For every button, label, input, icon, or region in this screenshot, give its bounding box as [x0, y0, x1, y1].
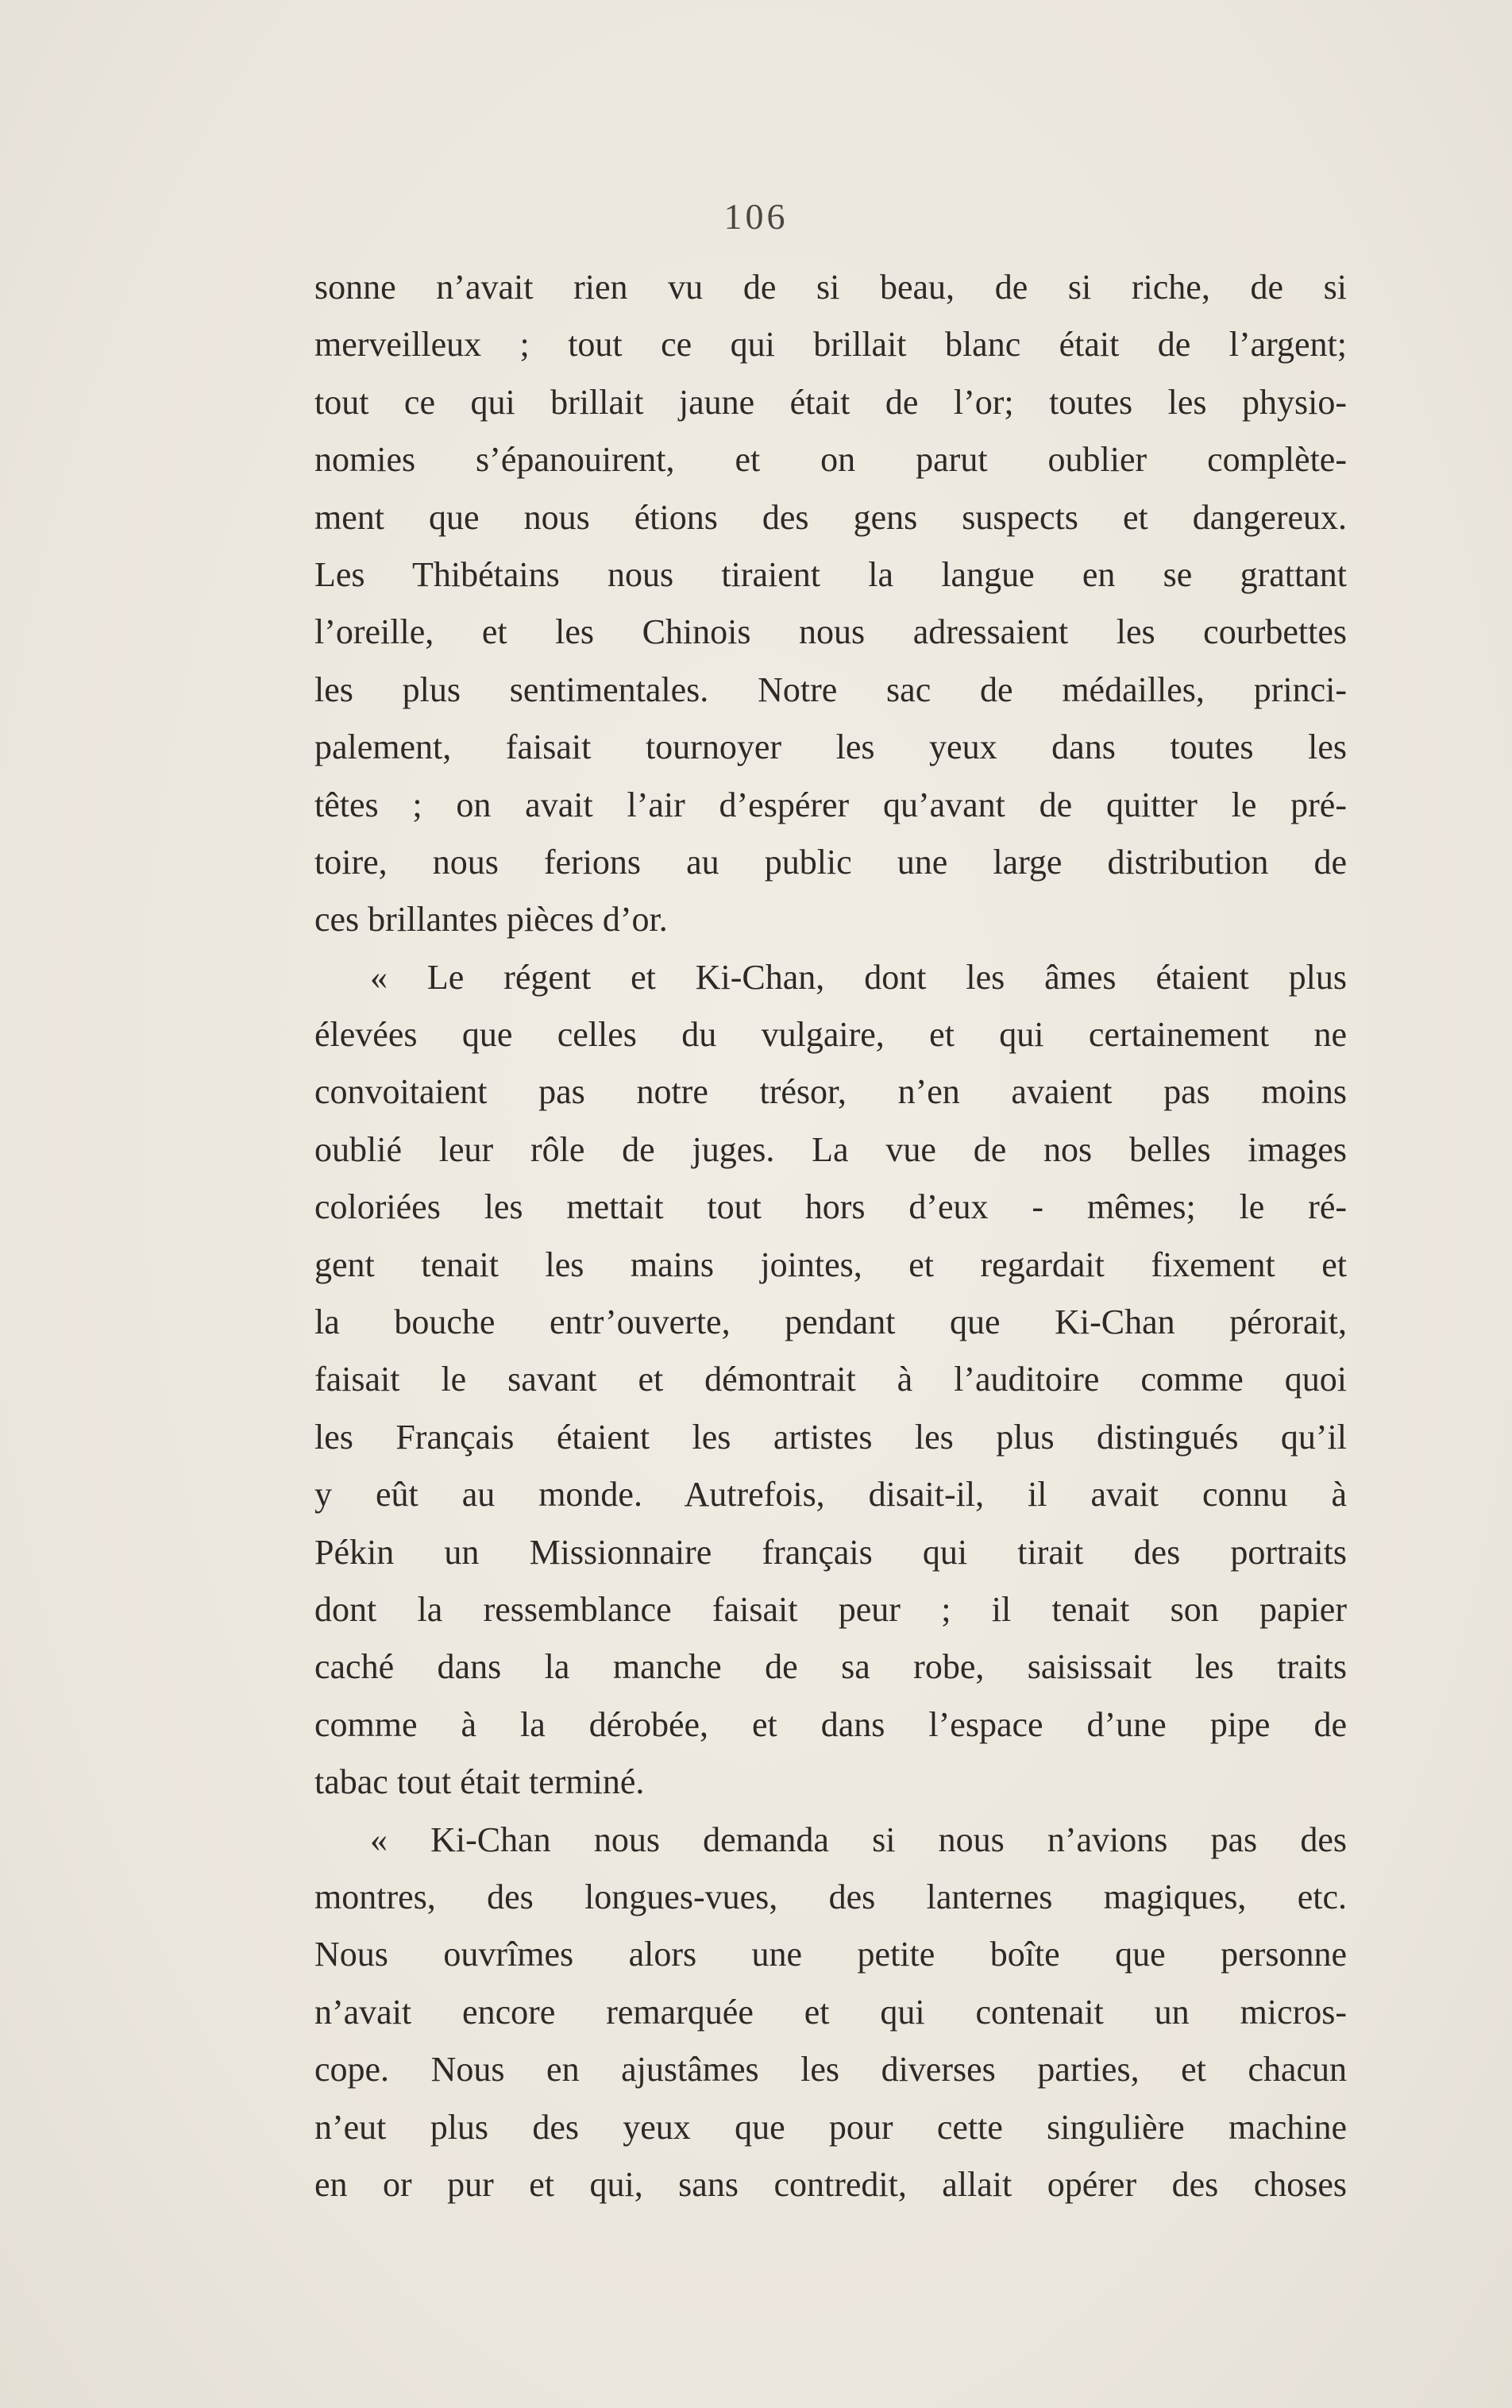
text-line: comme à la dérobée, et dans l’espace d’une pipe de — [314, 1704, 1347, 1744]
text-line: en or pur et qui, sans contredit, allait opérer des choses — [314, 2164, 1347, 2204]
text-line: oublié leur rôle de juges. La vue de nos belles images — [314, 1129, 1347, 1169]
text-line: les Français étaient les artistes les plus distingués qu’il — [314, 1417, 1347, 1457]
text-line: palement, faisait tournoyer les yeux dans toutes les — [314, 727, 1347, 767]
text-line: n’avait encore remarquée et qui contenait un micros- — [314, 1992, 1347, 2032]
text-line: dont la ressemblance faisait peur ; il tenait son papier — [314, 1589, 1347, 1629]
text-line: montres, des longues-vues, des lanternes magiques, etc. — [314, 1877, 1347, 1916]
text-line: Nous ouvrîmes alors une petite boîte que personne — [314, 1935, 1347, 1974]
text-line: cope. Nous en ajustâmes les diverses parties, et chacun — [314, 2050, 1347, 2090]
text-line: ment que nous étions des gens suspects et dangereux. — [314, 497, 1347, 537]
paragraph-end-line: ces brillantes pièces d’or. — [314, 900, 668, 940]
text-line: y eût au monde. Autrefois, disait-il, il avait connu à — [314, 1475, 1347, 1515]
text-line: Pékin un Missionnaire français qui tirait des portraits — [314, 1532, 1347, 1572]
text-line: faisait le savant et démontrait à l’auditoire comme quoi — [314, 1360, 1347, 1399]
paragraph-end-line: tabac tout était terminé. — [314, 1762, 645, 1802]
text-line: les plus sentimentales. Notre sac de médailles, princi- — [314, 670, 1347, 709]
text-line: sonne n’avait rien vu de si beau, de si riche, de si — [314, 268, 1347, 307]
text-line: la bouche entr’ouverte, pendant que Ki-Chan pérorait, — [314, 1302, 1347, 1342]
text-line: élevées que celles du vulgaire, et qui certainement ne — [314, 1015, 1347, 1055]
text-line: l’oreille, et les Chinois nous adressaient les courbettes — [314, 612, 1347, 652]
text-line: caché dans la manche de sa robe, saisissait les traits — [314, 1647, 1347, 1687]
text-line: gent tenait les mains jointes, et regardait fixement et — [314, 1245, 1347, 1284]
body-text — [314, 259, 1347, 2213]
text-line: coloriées les mettait tout hors d’eux - mêmes; le ré- — [314, 1187, 1347, 1227]
text-line: toire, nous ferions au public une large distribution de — [314, 842, 1347, 882]
page-number: 106 — [723, 196, 789, 237]
text-line: têtes ; on avait l’air d’espérer qu’avant de quitter le pré- — [314, 785, 1347, 824]
text-line: Les Thibétains nous tiraient la langue en se grattant — [314, 554, 1347, 594]
paragraph-start-line: « Le régent et Ki-Chan, dont les âmes étaient plus — [370, 957, 1347, 997]
paragraph-start-line: « Ki-Chan nous demanda si nous n’avions pas des — [370, 1820, 1347, 1859]
text-line: tout ce qui brillait jaune était de l’or; toutes les physio- — [314, 382, 1347, 422]
text-line: convoitaient pas notre trésor, n’en avaient pas moins — [314, 1072, 1347, 1112]
text-line: nomies s’épanouirent, et on parut oublier complète- — [314, 440, 1347, 480]
text-line: n’eut plus des yeux que pour cette singulière machine — [314, 2107, 1347, 2147]
text-line: merveilleux ; tout ce qui brillait blanc était de l’argent; — [314, 325, 1347, 365]
